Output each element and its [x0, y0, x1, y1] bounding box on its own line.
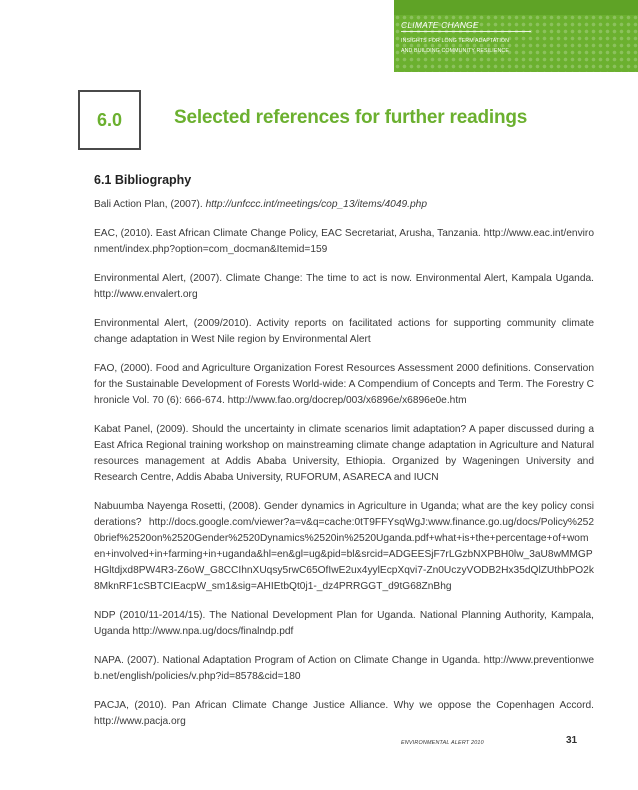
section-number-box — [78, 90, 141, 150]
reference-item: EAC, (2010). East African Climate Change Policy, EAC Secretariat, Arusha, Tanzania. http://www.eac.int/environment/index.php?option=com_docman&Itemid=159 — [94, 228, 594, 255]
page-number: 31 — [566, 735, 578, 746]
publication-subtitle-line1: INSIGHTS FOR LONG TERM ADAPTATION — [401, 38, 510, 44]
reference-item: NDP (2010/11-2014/15). The National Development Plan for Uganda. National Planning Authority, Kampala, Uganda http://www.npa.ug/docs/finalndp.pdf — [94, 610, 594, 637]
reference-item: NAPA. (2007). National Adaptation Program of Action on Climate Change in Uganda. http://www.preventionweb.net/english/policies/v.php?id=8578&cid=180 — [94, 655, 594, 682]
publication-subtitle-line2: AND BUILDING COMMUNITY RESILIENCE — [401, 48, 509, 54]
reference-item: FAO, (2000). Food and Agriculture Organization Forest Resources Assessment 2000 definitions. Conservation for the Sustainable Development of Forests World-wide: A Compendium of Concepts and Term. The Forestry Chronicle Vol. 70 (6): 666-674. http://www.fao.org/docrep/003/x6896e/x6896e0e.htm — [94, 363, 594, 406]
reference-item: Bali Action Plan, (2007). http://unfccc.int/meetings/cop_13/items/4049.php — [94, 199, 427, 210]
reference-link[interactable]: http://unfccc.int/meetings/cop_13/items/4049.php — [205, 199, 427, 210]
reference-item: Environmental Alert, (2007). Climate Change: The time to act is now. Environmental Alert, Kampala Uganda. http://www.envalert.org — [94, 273, 594, 300]
reference-item: Kabat Panel, (2009). Should the uncertainty in climate scenarios limit adaptation? A paper discussed during a East Africa Regional training workshop on mainstreaming climate change adaptation in Agriculture and Natural resources management at Addis Ababa University, Ethiopia. Organized by Wageningen University and Research Centre, Addis Ababa University, RUFORUM, ASARECA and IUCN — [94, 424, 594, 483]
section-number: 6.0 — [96, 109, 123, 130]
subsection-heading: 6.1 Bibliography — [94, 173, 192, 187]
footer-publisher: ENVIRONMENTAL ALERT 2010 — [401, 740, 484, 746]
publication-title: CLIMATE CHANGE — [401, 20, 479, 30]
bibliography-list — [94, 197, 594, 743]
reference-item: PACJA, (2010). Pan African Climate Change Justice Alliance. Why we oppose the Copenhagen Accord. http://www.pacja.org — [94, 700, 594, 727]
section-title: Selected references for further readings — [174, 107, 528, 128]
reference-item: Environmental Alert, (2009/2010). Activity reports on facilitated actions for supporting community climate change adaptation in West Nile region by Environmental Alert — [94, 318, 594, 345]
reference-item: Nabuumba Nayenga Rosetti, (2008). Gender dynamics in Agriculture in Uganda; what are the key policy considerations? http://docs.google.com/viewer?a=v&q=cache:0tT9FFYsqWgJ:www.finance.go.ug/docs/Policy%2520brief%2520on%2520Gender%2520Dynamics%2520in%2520Uganda.pdf+what+is+the+percentage+of+women+involved+in+farming+in+uganda&hl=en&gl=ug&pid=bl&srcid=ADGEESjF7rLGzbNXPBH0lw_3aU8wMMGPHGltdjxd8PW4R3-Z6oW_G8CCIhnXUqsy5rwC65OfIwE2ux4yylEcpXqvi7-Zn0UczyVODB2Hx35dQlZUthbPO2k8MknRF1cSBTCIEacpW_sm1&sig=AHIEtbQt0j1-_dz4PRRGGT_d9tG68ZnBhg — [94, 501, 594, 592]
header-banner-strip — [394, 0, 638, 15]
header-divider — [401, 31, 531, 32]
